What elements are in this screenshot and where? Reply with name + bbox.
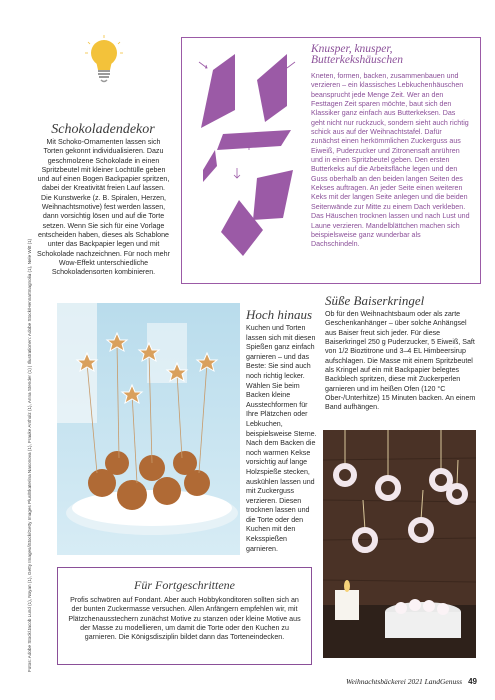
cake-skewers-photo <box>57 303 240 555</box>
fortgeschrittene-heading: Für Fortgeschrittene <box>134 578 235 592</box>
fortgeschrittene-text: Profis schwören auf Fondant. Aber auch Hobbykonditoren sollten sich an der bunten Zuckermasse versuchen. Allen Anfängern empfehlen wir, mit Plätzchenausstechern zunächst Motive zu stanzen oder kleine Motive aus der Masse zu modellieren, um damit die Torte oder den Kuchen zu garnieren. Die Königsdisziplin bildet dann das Torteneindecken. <box>68 596 301 642</box>
meringue-rings-photo <box>323 430 476 658</box>
schokoladendekor-text: Mit Schoko-Ornamenten lassen sich Torten gekonnt individualisieren. Dazu geschmolzene Schokolade in einen Spritzbeutel mit kleiner Lochtülle geben und auf einen Bogen Backpapier spritzen, dabei der Kreativität freien Lauf lassen. Die Kunstwerke (z. B. Spiralen, Herzen, Weihnachtsmotive) fest werden lassen, dann vorsichtig lösen und auf die Torte setzen. Wenn Sie sich für eine Vorlage entscheiden haben, dieses als Schablone unter das Backpapier legen und mit Schokolade nachzeichnen. Für noch mehr Wow-Effekt unterschiedliche Schokoladensorten kombinieren. <box>37 138 170 277</box>
hoch-hinaus-heading: Hoch hinaus <box>246 307 313 322</box>
baiser-text: Ob für den Weihnachtsbaum oder als zarte Geschenkanhänger – über solche Anhängsel aus Baiser freut sich jeder. Für diese Baiserkringel 250 g Puderzucker, 5 Eiweiß, Saft von 1/2 Bioztitrone und 3–4 EL Himbeersirup aufschlagen. Die Masse mit einem Spritzbeutel als Kringel auf ein mit Backpapier belegtes Backblech spritzen, diese mit Zuckerperlen garnieren und im heißen Ofen (120 °C Ober-/Unterhitze) 15 Minuten backen. An einem Band aufhängen. <box>325 310 476 412</box>
hoch-hinaus-text: Kuchen und Torten lassen sich mit diesen Spießen ganz einfach garnieren – und das Beste: Sie sind auch noch richtig lecker. Wählen Sie beim Backen kleine Ausstechformen für Ihre Plätzchen oder Lebkuchen, beispielsweise Sterne. Nach dem Backen die noch warmen Kekse vorsichtig auf lange Holzspieße stecken, auskühlen lassen und mit Zuckerguss verzieren. Diesen trocknen lassen und die Torte oder den Kuchen mit den Keksspießen garnieren. <box>246 324 317 553</box>
baiser-heading: Süße Baiserkringel <box>325 293 425 308</box>
knusper-text: Kneten, formen, backen, zusammenbauen und verzieren – ein klassisches Lebkuchenhäuschen beansprucht jede Menge Zeit. Wer an den Festtagen Zeit sparen möchte, baut sich den Klassiker ganz einfach aus Butterkeksen. Das geht nicht nur ruckzuck, sondern sieht auch richtig schick aus auf der Weihnachtstafel. Dafür zunächst einen herkömmlichen Zuckerguss aus Eiweiß, Puderzucker und Zitronensaft anrühren und in einen Spritzbeutel geben. Den ersten Butterkeks auf die Arbeitsfläche legen und den Guss oberhalb an den beiden langen Seiten des Kekses auftragen. An jeder Seite einen weiteren Keks mit der langen Seite anlegen und die beiden Seitenwände zur Mitte zu einem Dach verkleben. Das Häuschen trocknen lassen und nach Lust und Laune verzieren. Mandelblättchen machen sich beispielsweise ganz wunderbar als Dachschindeln. <box>311 72 470 249</box>
knusper-heading: Knusper, knusper, Butterkekshäuschen <box>311 43 403 66</box>
publication-name: Weihnachtsbäckerei 2021 LandGenuss <box>345 677 463 686</box>
photo-credits: Fotos: Adobe Stock/Jacob Lund (1), Noyan (1), Getty Images/iStock/Getty Images Plus/Ekaterina Nasonova (1), Frauke Antholz (1), Anna Stender (1) | Illustrationen: Adobe Stock/Hennartmagnolia (1), Nele Witt (1) <box>27 238 32 672</box>
page-footer <box>346 677 477 686</box>
page-number: 49 <box>468 677 477 686</box>
schokoladendekor-heading: Schokoladendekor <box>51 122 155 137</box>
lightbulb-icon <box>84 34 124 92</box>
folding-diagram <box>193 50 298 278</box>
